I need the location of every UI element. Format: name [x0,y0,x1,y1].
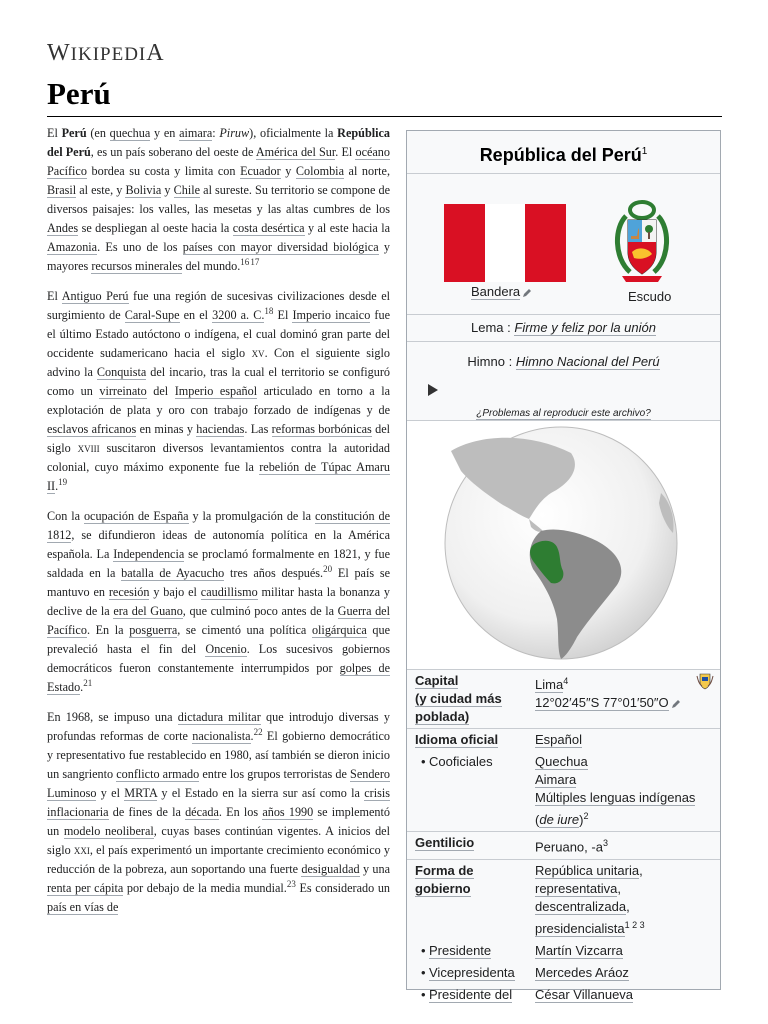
link-reformas-borbonicas[interactable]: reformas borbónicas [271,422,372,436]
aimara-link[interactable]: Aimara [535,772,577,787]
presidente-label-link[interactable]: Presidente [429,942,492,958]
link-conflicto-armado[interactable]: conflicto armado [116,767,200,781]
text: El [47,126,62,140]
wordmark-w: W [47,40,71,66]
page-title: Perú [47,76,111,111]
citation-ref[interactable]: 17 [250,256,260,267]
capital-label[interactable] [407,670,527,729]
flag-caption [471,284,532,299]
wordmark-middle: IKIPEDI [70,44,147,65]
text: del incario, tras la cual el territorio se configuró como un [47,365,390,398]
citation-ref[interactable]: 22 [253,726,263,737]
row-forma-gobierno [407,859,720,940]
citation-ref[interactable]: 1 2 3 [624,919,645,930]
link-recesion[interactable]: recesión [108,585,150,599]
infobox-data-table [407,670,720,1006]
citation-ref[interactable]: 20 [323,563,333,574]
bold-term: República del Perú [47,126,390,159]
peru-flag-image[interactable] [444,204,566,282]
text: se implementó un [47,805,390,838]
link-oligarquica[interactable]: oligárquica [311,623,367,637]
link-imperio-espanol[interactable]: Imperio español [174,384,258,398]
link-andes[interactable]: Andes [47,221,79,235]
link-caral-supe[interactable]: Caral-Supe [124,308,180,322]
peru-coat-of-arms-image[interactable] [612,198,672,286]
row-capital [407,670,720,729]
presidente-label[interactable] [407,940,527,962]
capital-coords [535,694,716,712]
text: . Las [244,422,272,436]
text: del mundo. [182,259,241,273]
text: fue una región de sucesivas civilizaciones desde el surgimiento de [47,289,390,322]
cooficiales-label [407,751,527,832]
anthem-line: Himno : Himno Nacional del Perú [467,354,660,369]
republica-unitaria-link[interactable]: República unitaria [535,862,640,878]
crown [630,202,654,218]
tree-trunk [648,232,650,239]
link-oceano-pacifico[interactable]: océano Pacífico [47,145,390,178]
text: y una [359,862,390,876]
presidente-value [527,940,720,962]
lenguas-indigenas-link[interactable]: Múltiples lenguas indígenas [535,790,696,805]
text: , cuyas bases continúan vigentes. A inicios del siglo [47,824,390,857]
audio-help[interactable] [407,408,720,419]
citation-ref[interactable]: 4 [563,676,569,686]
espanol-link[interactable]: Español [535,732,582,747]
text: El país se mantuvo en [47,566,391,599]
citation-ref[interactable]: 2 [583,811,589,821]
pdel-label[interactable] [407,984,527,1006]
vice-label[interactable] [407,962,527,984]
bullet-icon: • [421,754,426,769]
cooficiales-label-text: Cooficiales [429,754,493,769]
forma-label[interactable] [407,859,527,940]
vice-label-link[interactable]: Vicepresidenta [429,964,515,980]
text: del siglo [47,422,390,455]
descentralizada-link[interactable]: descentralizada [535,898,627,914]
text: de fines de la [108,805,186,819]
link-quechua[interactable]: quechua [109,126,151,140]
wikipedia-wordmark[interactable] [47,40,165,67]
text: al sureste. Su territorio se compone de diversos paisajes: los valles, las mesetas y las altas cumbres de los [47,183,390,216]
text: y [161,183,174,197]
idioma-label-link[interactable]: Idioma oficial [415,732,499,747]
cooficiales-value [527,751,720,832]
text: en minas y [136,422,197,436]
text: que prevaleció hasta el fin del [47,623,390,656]
link-rebelion-tupac-amaru[interactable]: rebelión de Túpac Amaru II [47,460,390,493]
de-iure-link[interactable]: de iure [539,812,580,828]
link-america-del-sur[interactable]: América del Sur [255,145,336,159]
cooficial-item [535,771,716,789]
row-gentilicio [407,832,720,859]
coat-caption[interactable]: Escudo [628,289,672,304]
text: suscitaron diversos levantamientos contra la autoridad colonial, cuyo máximo exponente fue la [47,441,390,474]
text: . El [335,145,356,159]
citation-ref[interactable]: 18 [264,305,274,316]
link-amazonia[interactable]: Amazonia [47,240,98,254]
text: se proclamó formalmente en 1821, y fue saldada en la [47,547,390,580]
link-sendero-luminoso[interactable]: Sendero Luminoso [47,767,390,800]
pencil-icon[interactable] [522,288,532,298]
text: al este, y [76,183,126,197]
paragraph-1 [47,124,390,276]
link-haciendas[interactable]: haciendas [196,422,245,436]
link-virreinato[interactable]: virreinato [99,384,147,398]
link-constitucion-1812[interactable]: constitución de 1812 [47,509,390,542]
link-decada[interactable]: década [185,805,219,819]
anthem-label: Himno [467,354,505,369]
text: : [212,126,220,140]
link-recursos-minerales[interactable]: recursos minerales [91,259,183,273]
cooficial-item [535,753,716,771]
text: Es considerado un [295,881,391,895]
quechua-link[interactable]: Quechua [535,754,588,769]
link-batalla-ayacucho[interactable]: batalla de Ayacucho [121,566,225,580]
anthem-row [407,342,720,421]
link-oncenio[interactable]: Oncenio [205,642,247,656]
gentilicio-label[interactable] [407,832,527,859]
citation-ref[interactable]: 21 [83,677,93,688]
gentilicio-value [527,832,720,859]
martin-vizcarra-link[interactable]: Martín Vizcarra [535,942,623,958]
country-infobox [406,130,721,1002]
text: y en [150,126,180,140]
citation-ref[interactable]: 16 [240,256,250,267]
row-cooficiales [407,751,720,832]
pdel-label-link[interactable]: Presidente del [429,986,513,1002]
motto-row: Lema : Firme y feliz por la unión [407,315,720,342]
wordmark-a: A [146,40,165,66]
link-3200-ac[interactable]: 3200 a. C. [212,308,265,322]
text: , se difundieron ideas de autonomía política en la América española. La [47,528,390,561]
link-colombia[interactable]: Colombia [295,164,344,178]
link-conquista[interactable]: Conquista [96,365,147,379]
motto-link[interactable]: Firme y feliz por la unión [514,320,656,335]
row-presidente-consejo [407,984,720,1006]
link-modelo-neoliberal[interactable]: modelo neoliberal [63,824,154,838]
text: y bajo el [149,585,201,599]
infobox-title-text: República del Perú [479,145,642,165]
text: . [55,479,59,493]
link-paises-megadiversos[interactable]: países con mayor diversidad biológica [182,240,379,254]
infobox-title [407,131,720,174]
text: . Los sucesivos gobiernos democráticos fueron constantemente interrumpidos por [47,642,391,675]
flag-link[interactable]: Bandera [471,284,521,299]
text: , que culminó poco antes de la [182,604,338,618]
century-numeral: xviii [77,441,100,455]
pdel-value [527,984,720,1006]
text: El [273,308,293,322]
play-icon[interactable] [428,384,438,396]
link-crisis-inflacionaria[interactable]: crisis inflacionaria [47,786,390,819]
link-costa-desertica[interactable]: costa desértica [232,221,305,235]
row-vicepresidenta [407,962,720,984]
link-renta-per-capita[interactable]: renta per cápita [47,881,124,895]
representativa-link[interactable]: representativa [535,880,618,896]
text: El [47,289,62,303]
bullet-icon: • [421,986,426,1002]
row-presidente [407,940,720,962]
text: El gobierno democrático y representativo fue restablecido en 1980, así también se dieron inicio un sangriento [47,729,390,781]
link-bolivia[interactable]: Bolivia [125,183,162,197]
citation-ref[interactable]: 23 [286,878,296,889]
row-idioma [407,729,720,752]
text: militar hasta la bonanza y declive de la [47,585,390,618]
text: Con la [47,509,84,523]
citation-ref[interactable]: 1 [641,146,648,157]
text: . En los [218,805,263,819]
orthographic-globe-image [421,423,707,667]
mercedes-araoz-link[interactable]: Mercedes Aráoz [535,964,629,980]
link-chile[interactable]: Chile [173,183,201,197]
capital-value [527,670,720,729]
text: y [280,164,296,178]
text: en el [179,308,213,322]
link-mrta[interactable]: MRTA [124,786,158,800]
link-independencia[interactable]: Independencia [113,547,185,561]
text: . En la [86,623,130,637]
forma-item: descentralizada, [535,898,630,914]
text: . Con el siguiente siglo advino la [47,346,391,379]
text: , el país experimentó un importante crecimiento económico y reducción de la pobreza, aun soportando una fuerte [47,843,390,876]
text: y al este hacia la [304,221,390,235]
italic-term: Piruw [219,126,250,140]
anthem-link[interactable]: Himno Nacional del Perú [515,354,660,369]
forma-item: República unitaria, [535,862,643,878]
link-dictadura-militar[interactable]: dictadura militar [177,710,261,724]
link-aimara[interactable]: aimara [179,126,213,140]
forma-item: representativa, [535,880,622,896]
text: , se cimentó una política [177,623,312,637]
forma-value [527,859,720,940]
paragraph-4 [47,708,390,917]
text: se despliegan al oeste hacia la [78,221,233,235]
tree-crown [645,225,653,233]
link-desigualdad[interactable]: desigualdad [301,862,360,876]
motto-label: Lema [471,320,504,335]
link-brasil[interactable]: Brasil [47,183,77,197]
text: bordea su costa y limita con [86,164,241,178]
text: y el [96,786,125,800]
coordinates-link[interactable]: 12°02′45″S 77°01′50″O [535,695,669,711]
century-numeral: xxi [73,843,90,857]
text: y mayores [47,240,390,273]
audio-help-link[interactable]: ¿Problemas al reproducir este archivo? [476,408,651,419]
text: . Es uno de los [97,240,183,254]
cooficial-item [535,789,716,807]
citation-ref[interactable]: 3 [602,838,608,849]
text: . [250,729,254,743]
text: fue el último Estado autóctono o indígena, el cual dominó gran parte del occidente sudamericano hacia el siglo [47,308,390,360]
text: entre los grupos terroristas de [199,767,351,781]
gentilicio-label-link[interactable]: Gentilicio [415,835,475,851]
link-posguerra[interactable]: posguerra [129,623,178,637]
link-pais-en-vias-de-desarrollo[interactable]: país en vías de [47,900,119,914]
link-nacionalista[interactable]: nacionalista [192,729,251,743]
flag-stripe [525,204,566,282]
link-antiguo-peru[interactable]: Antiguo Perú [61,289,129,303]
ribbon [622,276,662,282]
location-map[interactable] [407,421,720,670]
text: (en [86,126,110,140]
text: por debajo de la media mundial. [123,881,287,895]
text: . [80,680,84,694]
bold-term: Perú [61,126,87,140]
title-divider [47,116,722,117]
cooficial-item: (de iure)$^2$ [535,811,589,828]
text: y el Estado en la sierra sur así como la [157,786,365,800]
paragraph-2 [47,287,390,496]
link-golpes-de-estado[interactable]: golpes de Estado [47,661,390,694]
link-caudillismo[interactable]: caudillismo [200,585,258,599]
article-body [47,124,390,928]
flag-stripe [485,204,526,282]
idioma-value [527,729,720,752]
link-ocupacion-espana[interactable]: ocupación de España [83,509,189,523]
idioma-label[interactable] [407,729,527,752]
link-ecuador[interactable]: Ecuador [240,164,281,178]
century-numeral: xv [251,346,265,360]
bullet-icon: • [421,964,426,980]
text: al norte, [343,164,390,178]
bullet-icon: • [421,942,426,958]
paragraph-3 [47,507,390,697]
link-imperio-incaico[interactable]: Imperio incaico [292,308,371,322]
capital-label-link[interactable]: Capital (y ciudad más poblada) [415,673,502,724]
link-era-del-guano[interactable]: era del Guano [113,604,183,618]
gentilicio-text: Peruano, -a [535,839,603,855]
text: articulado en torno a la explotación de plata y oro con trabajo forzado de indígenas y de [47,384,390,417]
citation-ref[interactable]: 19 [58,476,68,487]
capital-city-link[interactable]: Lima [535,677,564,693]
cesar-villanueva-link[interactable]: César Villanueva [535,986,634,1002]
text: , es un país soberano del oeste de [90,145,256,159]
text: del [146,384,175,398]
text: tres años después. [224,566,324,580]
pencil-icon[interactable] [671,699,681,709]
link-anios-1990[interactable]: años 1990 [262,805,314,819]
text: y la promulgación de la [188,509,315,523]
link-esclavos-africanos[interactable]: esclavos africanos [47,422,137,436]
lima-coat-of-arms-icon[interactable] [696,672,714,690]
flag-and-coat [407,174,720,315]
forma-label-link[interactable]: Forma de gobierno [415,862,474,896]
vice-value [527,962,720,984]
capital-line [535,672,716,694]
text: que introdujo diversas y profundas reformas de corte [47,710,390,743]
text: En 1968, se impuso una [47,710,178,724]
link-guerra-del-pacifico[interactable]: Guerra del Pacífico [47,604,390,637]
flag-stripe [444,204,485,282]
presidencialista-link[interactable]: presidencialista [535,920,625,936]
text: ), oficialmente la [249,126,338,140]
forma-item [535,916,716,938]
